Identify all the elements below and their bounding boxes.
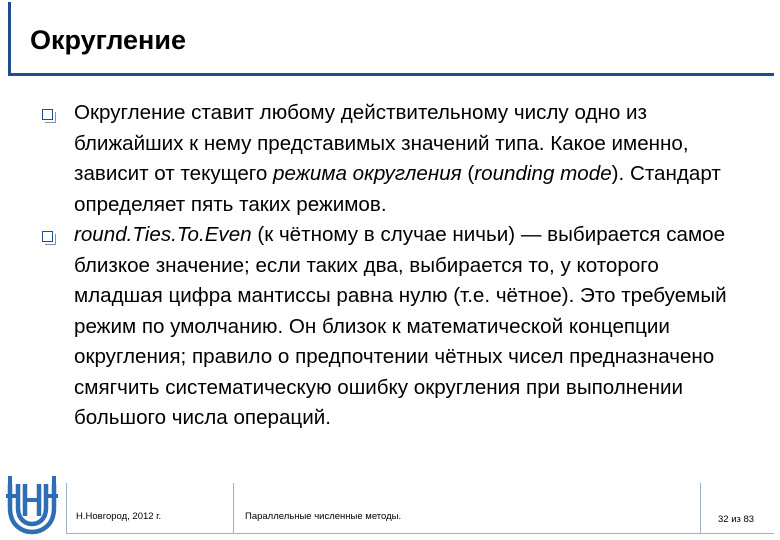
item-text: ). Стандарт определяет пять таких режимов.	[74, 162, 721, 216]
bullet-list	[42, 98, 742, 434]
slide-title: Округление	[30, 25, 186, 55]
item-text: (к чётному в случае ничьи) — выбирается самое близкое значение; если таких два, выбирается то, у которого младшая цифра мантиссы равна нулю (т.е. чётное). Это требуемый режим по умолчанию. Он близок к математической концепции округления; правило о предпочтении чётных чисел предназначено смягчить систематическую ошибку округления при выполнении большого числа операций.	[74, 223, 727, 429]
footer-bottom-rule	[66, 533, 774, 534]
bullet-item-ties-to-even	[42, 220, 742, 434]
footer-divider	[700, 483, 701, 533]
footer-divider	[233, 483, 234, 533]
footer-city-year: Н.Новгород, 2012 г.	[76, 511, 162, 522]
footer-divider	[66, 483, 67, 533]
title-underline-rule	[8, 73, 774, 76]
title-bar	[8, 2, 774, 76]
footer-page-number: 32 из 83	[718, 514, 755, 525]
item-text-italic: режима округления	[273, 162, 462, 185]
square-bullet-icon	[42, 231, 53, 242]
title-vertical-rule	[8, 2, 11, 76]
item-text: (	[461, 162, 475, 185]
square-bullet-icon	[42, 109, 53, 120]
footer-course-title: Параллельные численные методы.	[245, 511, 402, 522]
university-logo-icon	[3, 470, 61, 536]
bullet-item-rounding-intro	[42, 98, 742, 220]
item-text-italic: rounding mode	[474, 162, 612, 185]
item-text: Округление ставит любому действительному числу одно из ближайших к нему представимых значений типа. Какое именно, зависит от текущего	[74, 101, 689, 185]
item-text-italic: round.Ties.To.Even	[74, 223, 252, 246]
